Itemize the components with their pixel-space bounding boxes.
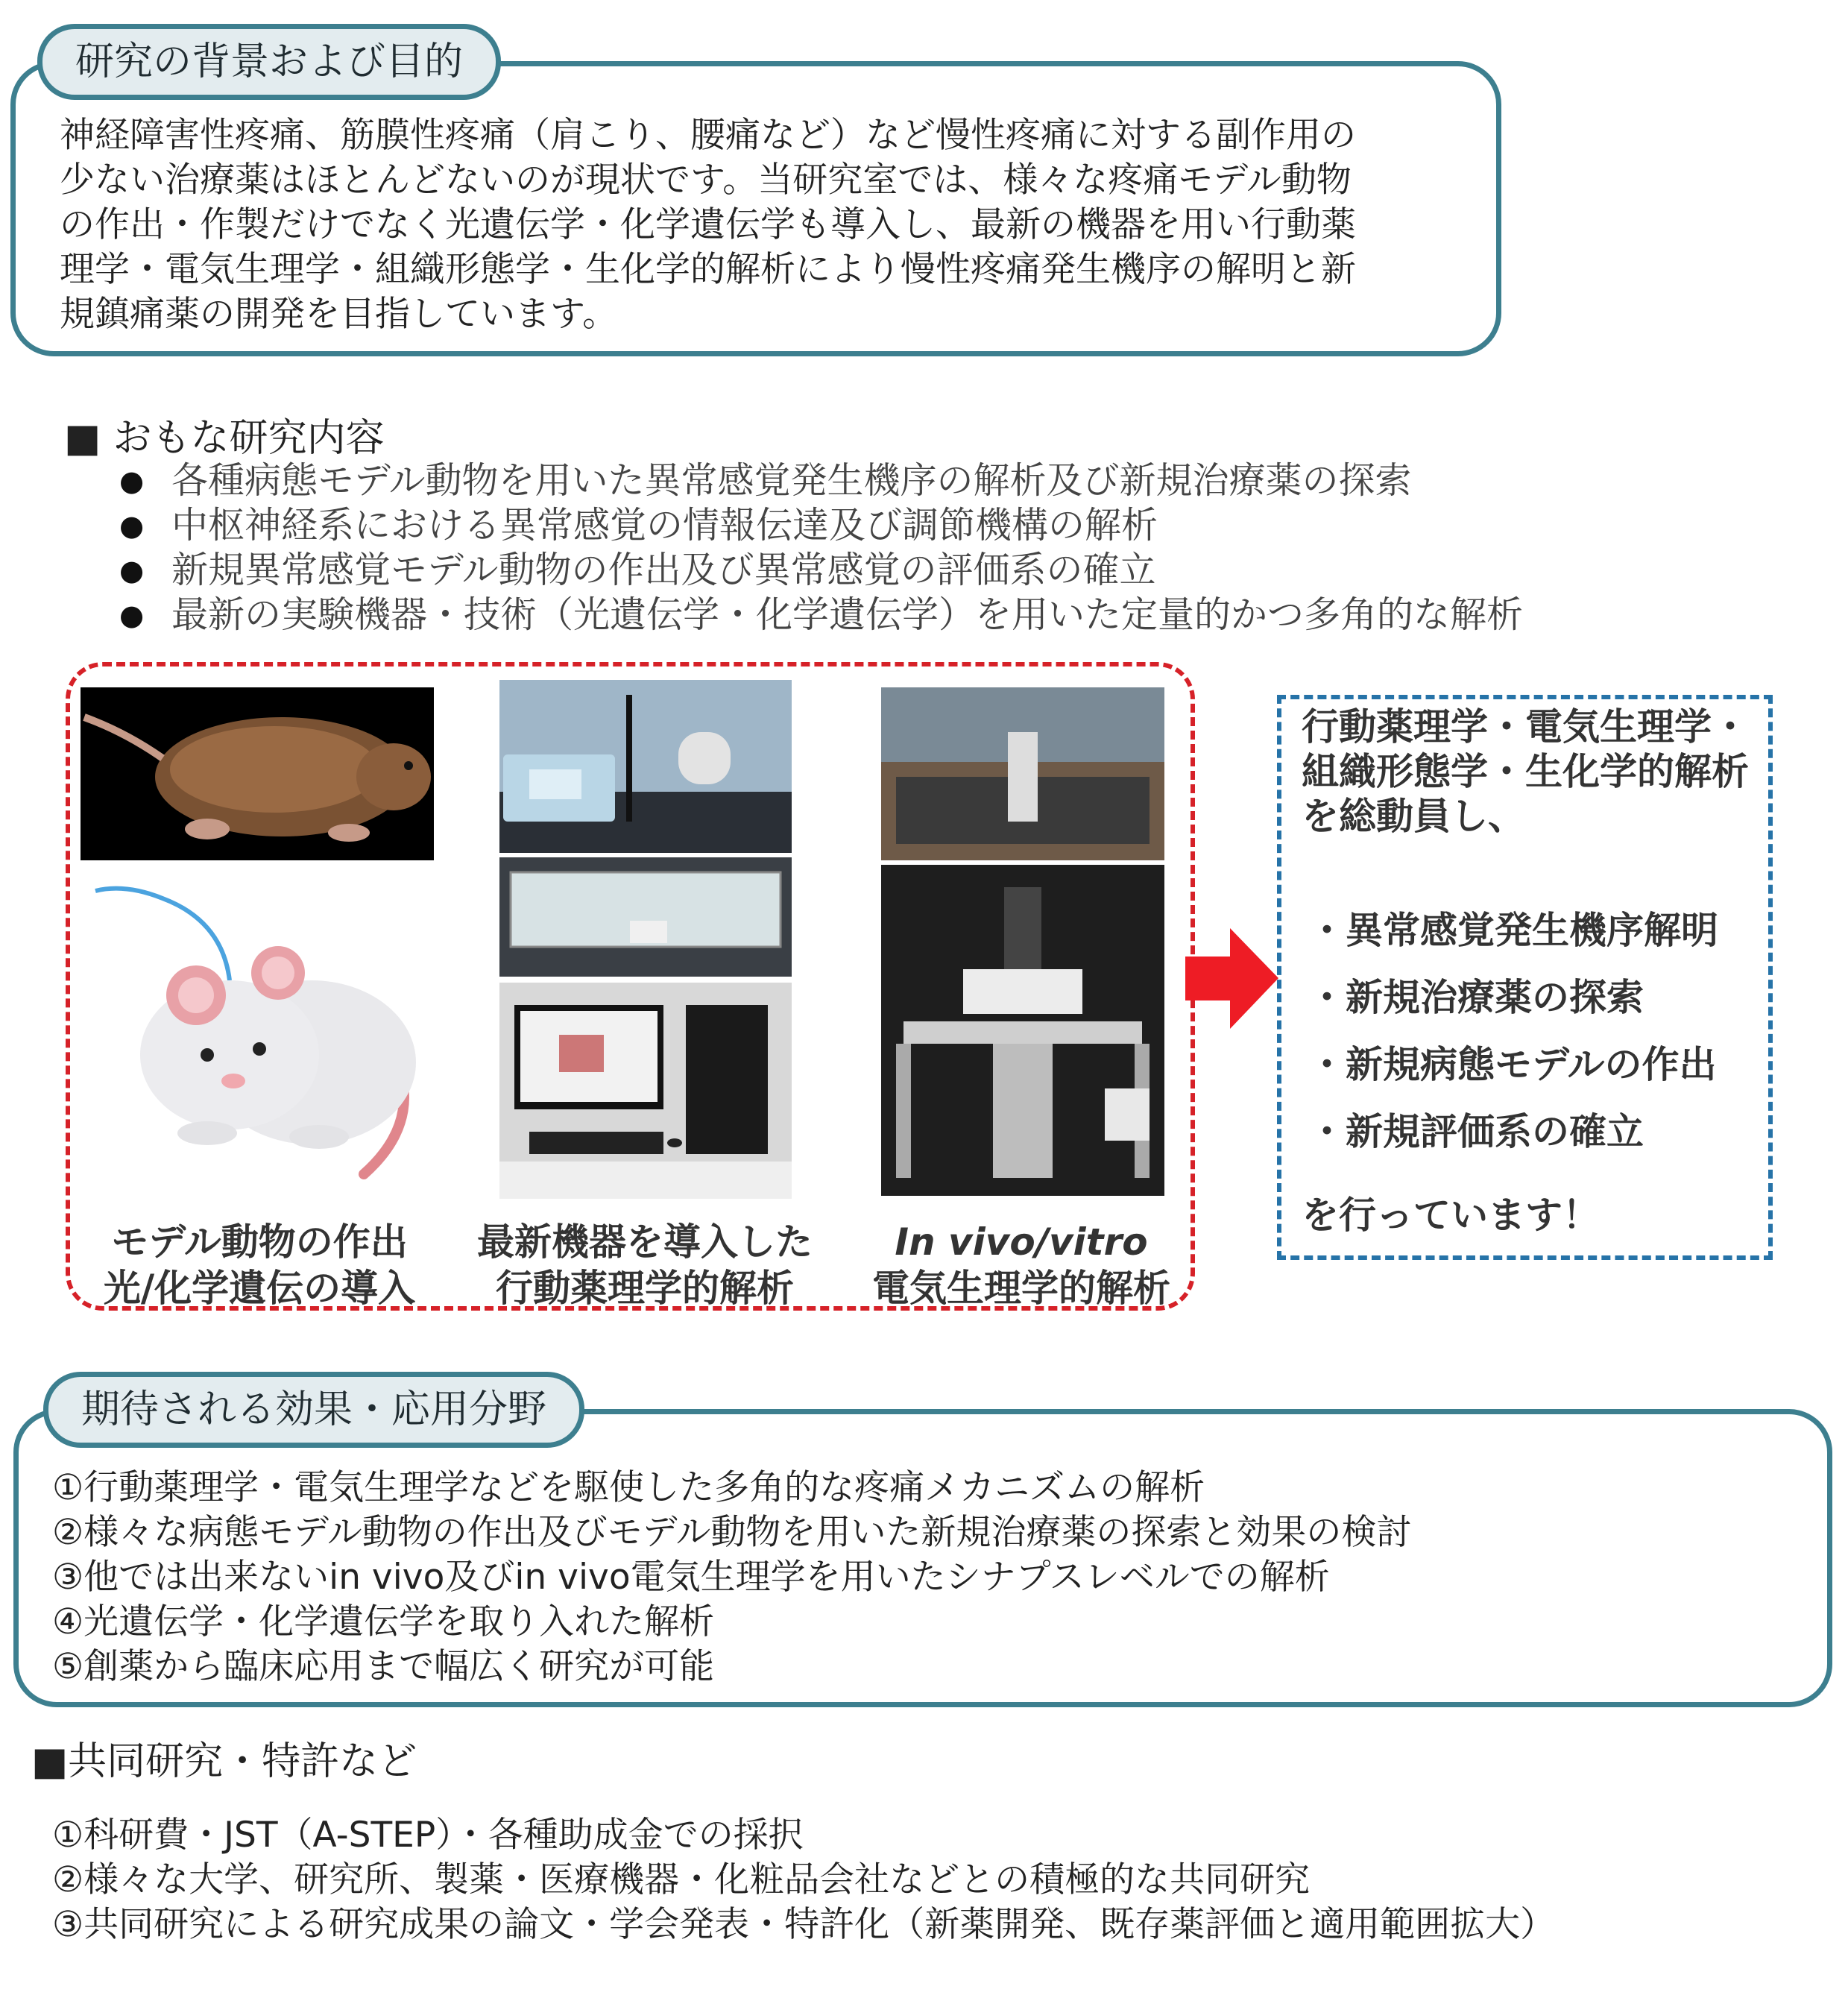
caption-model-animal [88,1219,431,1311]
summary-item: ・新規評価系の確立 [1308,1110,1644,1153]
background-title: 研究の背景および目的 [37,24,501,100]
list-item: ● 最新の実験機器・技術（光遺伝学・化学遺伝学）を用いた定量的かつ多角的な解析 [119,593,1523,637]
summary-intro-line: 行動薬理学・電気生理学・ [1302,705,1749,749]
main-research-heading: ■ おもな研究内容 [64,416,385,461]
mouse-photo-icon [81,687,434,860]
computer-icon [499,983,792,1199]
caption-line: モデル動物の作出 [111,1220,408,1264]
background-text [60,113,1356,337]
mouse-illustration-icon [81,876,438,1182]
background-line: 神経障害性疼痛、筋膜性疼痛（肩こり、腰痛など）など慢性疼痛に対する副作用の [60,115,1356,156]
background-line: 少ない治療薬はほとんどないのが現状です。当研究室では、様々な疼痛モデル動物 [60,160,1352,201]
main-research-list [119,458,1523,637]
instrument-photo-3 [499,983,792,1199]
background-line: の作出・作製だけでなく光遺伝学・化学遺伝学も導入し、最新の機器を用い行動薬 [60,204,1356,245]
joint-research-heading: ■共同研究・特許など [31,1739,417,1784]
summary-item: ・異常感覚発生機序解明 [1308,909,1718,952]
list-item: ● 各種病態モデル動物を用いた異常感覚発生機序の解析及び新規治療薬の探索 [119,458,1523,503]
summary-item: ・新規病態モデルの作出 [1308,1043,1717,1086]
effects-list [52,1466,1411,1689]
background-line: 規鎮痛薬の開発を目指しています。 [60,294,618,335]
background-line: 理学・電気生理学・組織形態学・生化学的解析により慢性疼痛発生機序の解明と新 [60,249,1356,290]
joint-research-list [52,1813,1555,1947]
caption-line: 光/化学遺伝の導入 [103,1267,416,1310]
list-item: ③他では出来ないin vivo及びin vivo電気生理学を用いたシナプスレベルでの解析 [52,1557,1330,1598]
list-item: ①行動薬理学・電気生理学などを駆使した多角的な疼痛メカニズムの解析 [52,1467,1205,1508]
effects-title: 期待される効果・応用分野 [43,1372,584,1448]
summary-intro [1302,705,1749,839]
caption-line: 電気生理学的解析 [872,1267,1170,1310]
lab-shelf-icon [881,687,1164,860]
caption-line: 最新機器を導入した [477,1220,813,1264]
list-item: ①科研費・JST（A-STEP）・各種助成金での採択 [52,1815,804,1856]
summary-intro-line: 組織形態学・生化学的解析 [1302,750,1749,793]
caption-behavioral [470,1219,820,1311]
chamber-icon [499,857,792,977]
caption-line: In vivo/vitro [895,1220,1148,1264]
summary-intro-line: を総動員し、 [1302,795,1525,838]
stimulator-icon [499,680,792,853]
list-item: ⑤創薬から臨床応用まで幅広く研究が可能 [52,1646,715,1687]
electrophysiology-photo-1 [881,687,1164,860]
list-item: ②様々な大学、研究所、製薬・医療機器・化粧品会社などとの積極的な共同研究 [52,1859,1311,1900]
microscope-icon [881,865,1164,1196]
caption-electrophysiology [857,1219,1185,1311]
caption-line: 行動薬理学的解析 [496,1267,794,1310]
summary-outro: を行っています！ [1302,1194,1600,1237]
instrument-photo-2 [499,857,792,977]
list-item: ②様々な病態モデル動物の作出及びモデル動物を用いた新規治療薬の探索と効果の検討 [52,1512,1412,1553]
mouse-illustration [81,876,438,1182]
list-item: ③共同研究による研究成果の論文・学会発表・特許化（新薬開発、既存薬評価と適用範囲拡大） [52,1904,1556,1945]
summary-items [1308,897,1718,1165]
instrument-photo-1 [499,680,792,853]
mouse-photo [81,687,434,860]
summary-item: ・新規治療薬の探索 [1308,976,1644,1019]
right-arrow-icon [1185,928,1278,1029]
list-item: ④光遺伝学・化学遺伝学を取り入れた解析 [52,1601,715,1642]
list-item: ● 新規異常感覚モデル動物の作出及び異常感覚の評価系の確立 [119,548,1523,593]
list-item: ● 中枢神経系における異常感覚の情報伝達及び調節機構の解析 [119,503,1523,548]
electrophysiology-photo-2 [881,865,1164,1196]
